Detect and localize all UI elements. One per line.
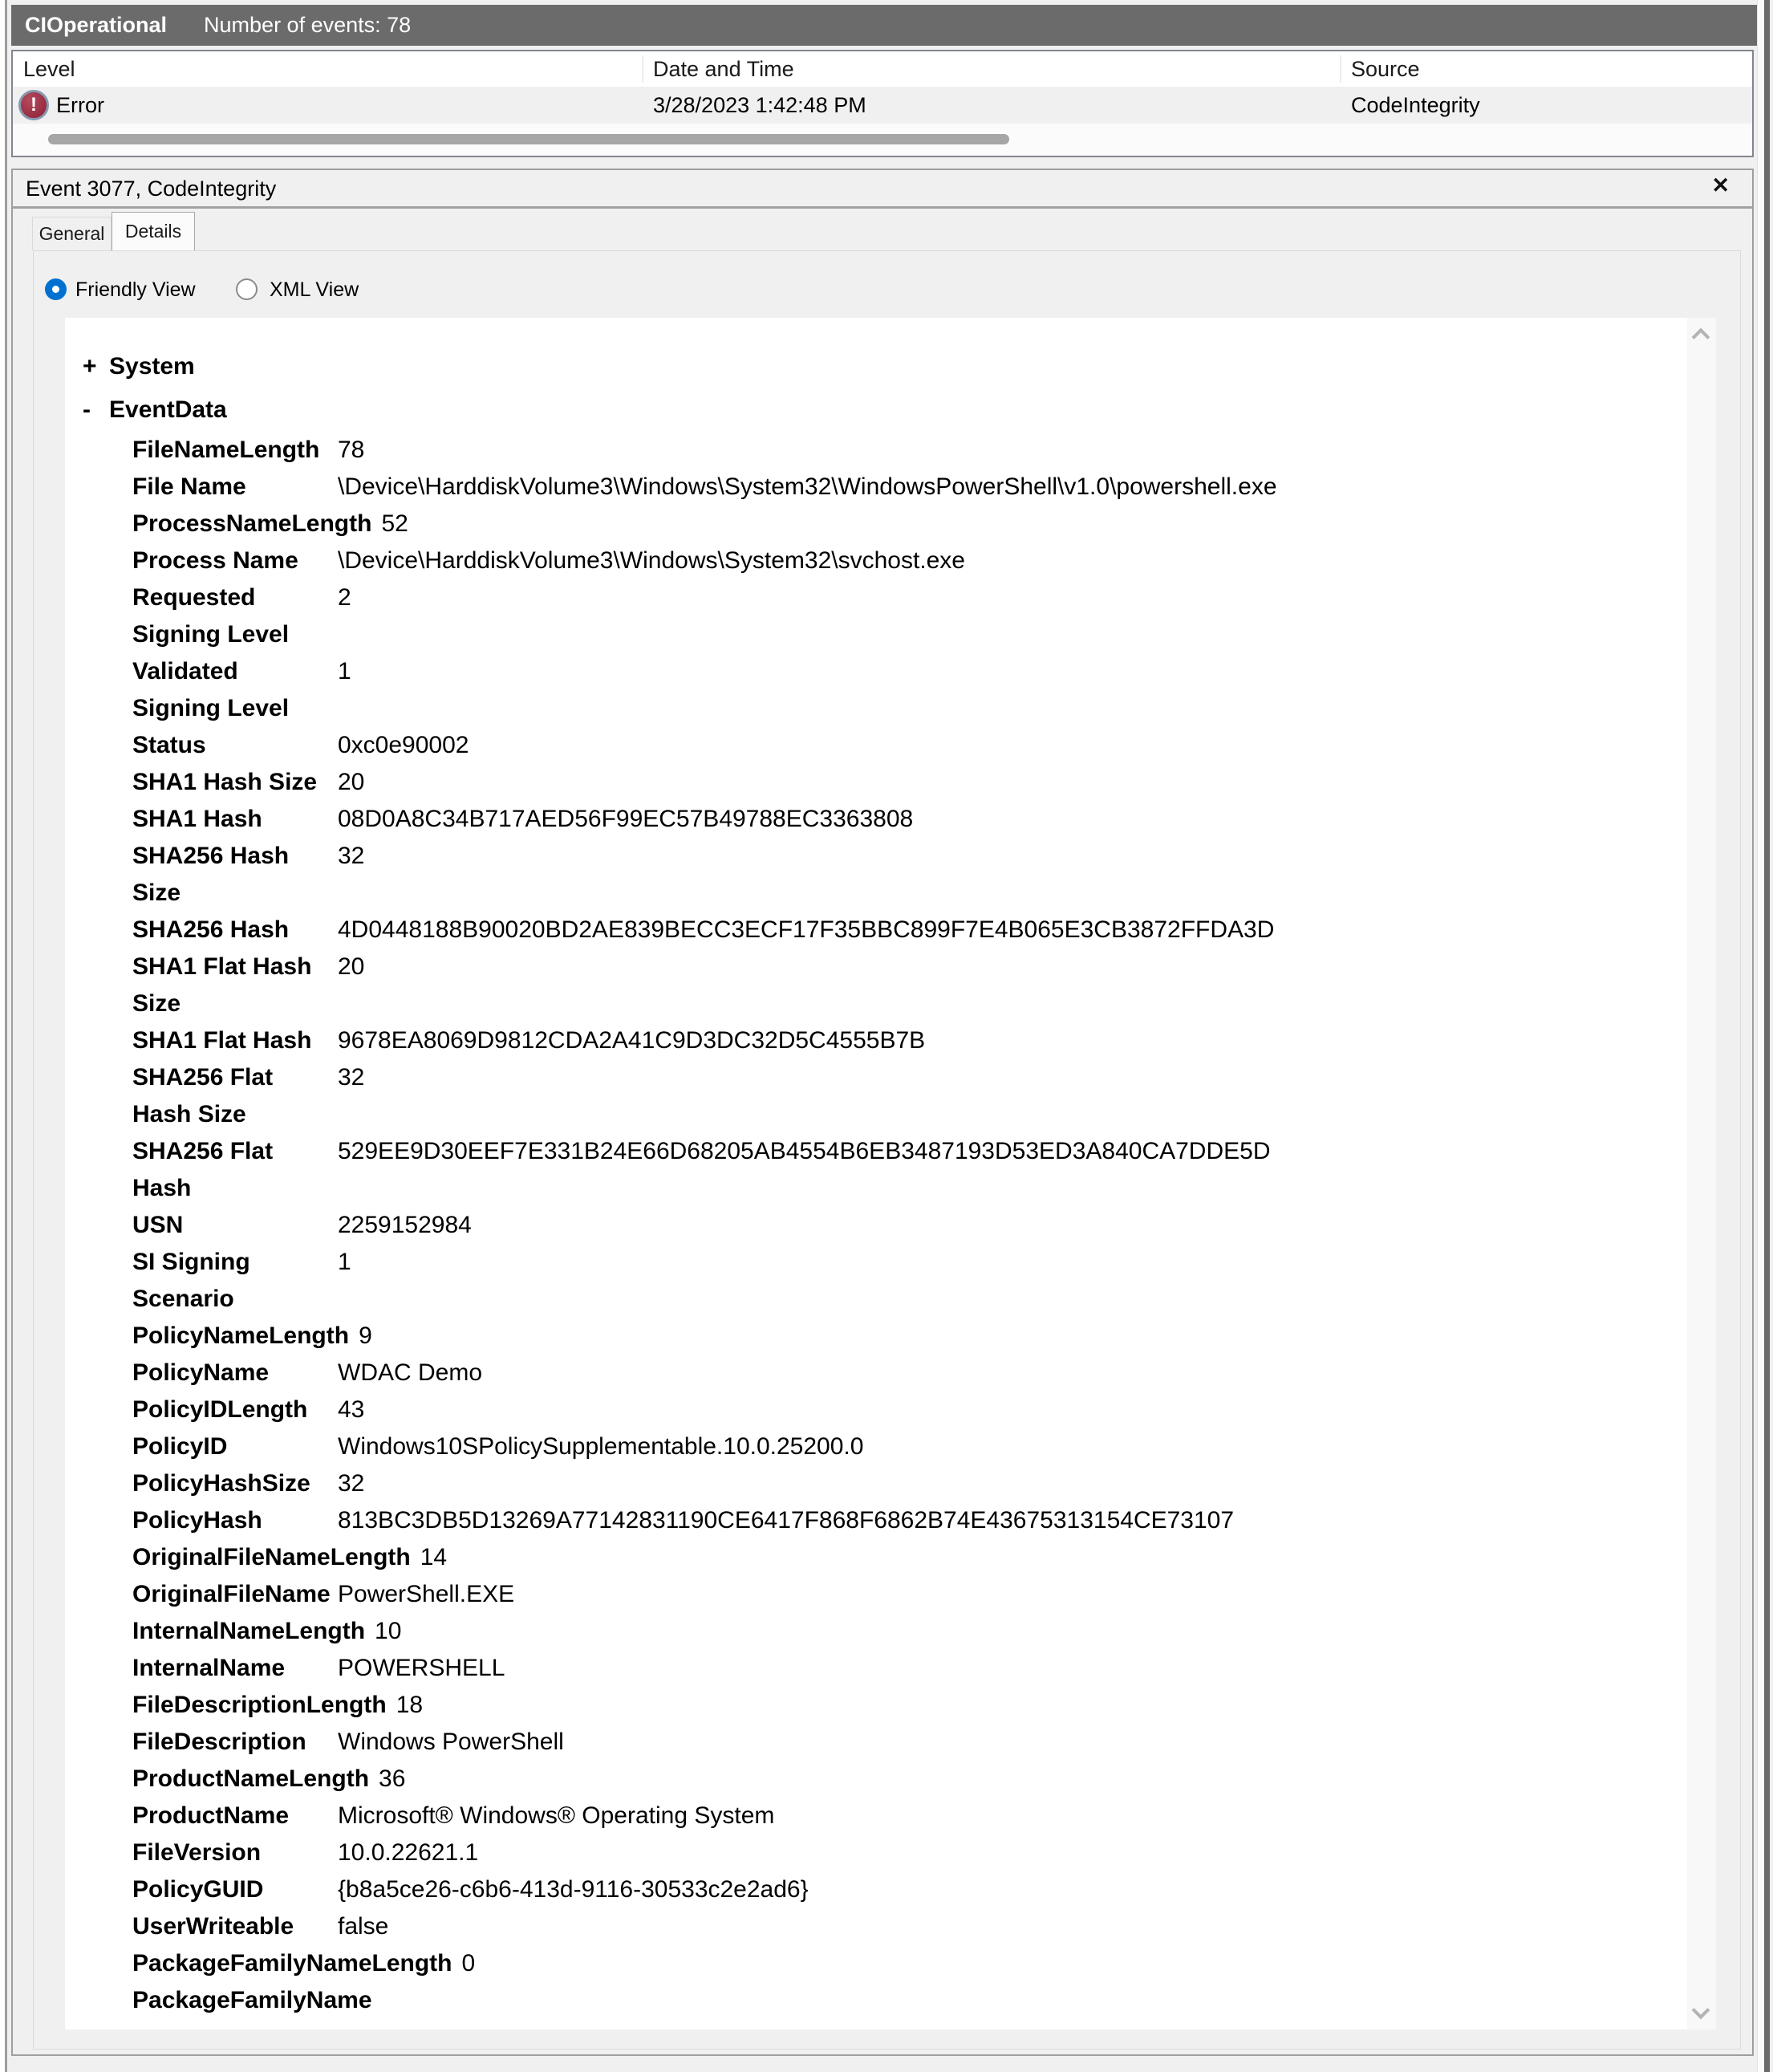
tree-row	[83, 1650, 1684, 1687]
pane-splitter[interactable]	[5, 0, 7, 2072]
tree-key: SHA256 Flat Hash	[132, 1138, 274, 1201]
tab-general[interactable]: General	[32, 217, 112, 250]
tree-value: 20	[338, 953, 365, 980]
tree-key: PolicyHashSize	[132, 1470, 310, 1497]
tree-row	[83, 542, 1684, 579]
tree-key: PolicyGUID	[132, 1876, 264, 1903]
tree-key: OriginalFileNameLength	[132, 1544, 411, 1570]
tree-row	[83, 1133, 1684, 1207]
panel-divider	[13, 206, 1752, 209]
tree-value: 1	[338, 658, 351, 685]
window-edge-right-bar	[1764, 0, 1770, 2072]
tree-key: USN	[132, 1212, 184, 1238]
event-details-panel	[11, 169, 1754, 2056]
tree-value: \Device\HarddiskVolume3\Windows\System32\svchost.exe	[338, 547, 965, 574]
tree-value: POWERSHELL	[338, 1655, 505, 1681]
tree-toggle-icon[interactable]: -	[83, 396, 91, 423]
events-count: Number of events: 78	[204, 13, 412, 37]
tree-group-label[interactable]: System	[109, 353, 195, 380]
friendly-view-label[interactable]: Friendly View	[75, 278, 196, 301]
tree-key: SHA256 Hash Size	[132, 843, 290, 906]
tree-value: 2259152984	[338, 1212, 472, 1238]
tab-details[interactable]: Details	[112, 212, 195, 250]
tree-value: 9	[359, 1322, 372, 1349]
tree-key: Validated Signing Level	[132, 658, 290, 721]
tree-row	[83, 1945, 1684, 1982]
tree-key: FileDescription	[132, 1729, 306, 1755]
tree-row	[83, 579, 1684, 653]
tree-key: PolicyName	[132, 1359, 270, 1386]
tree-toggle-icon[interactable]: +	[83, 353, 97, 380]
tree-row	[83, 1687, 1684, 1724]
tree-key: FileDescriptionLength	[132, 1692, 387, 1718]
tree-row	[83, 1724, 1684, 1761]
event-panel-header	[13, 170, 1752, 206]
events-table	[11, 50, 1754, 157]
tree-row	[83, 1244, 1684, 1318]
tree-group-row	[83, 345, 1684, 388]
window-edge-right	[1757, 0, 1764, 2072]
tree-value: 36	[379, 1765, 406, 1792]
friendly-view-content	[65, 318, 1716, 2029]
error-icon: !	[18, 90, 49, 120]
tree-value: 14	[420, 1544, 448, 1570]
tree-row	[83, 469, 1684, 506]
tree-row	[83, 1502, 1684, 1539]
tree-key: SHA1 Flat Hash Size	[132, 953, 312, 1017]
tree-value: 10	[375, 1618, 402, 1644]
tree-row	[83, 1908, 1684, 1945]
tree-row	[83, 1761, 1684, 1798]
column-header-level[interactable]: Level	[23, 57, 75, 81]
tree-value: PowerShell.EXE	[338, 1581, 515, 1607]
column-divider[interactable]	[642, 55, 643, 83]
log-titlebar	[11, 5, 1757, 46]
xml-view-label[interactable]: XML View	[270, 278, 359, 301]
horizontal-scrollbar-thumb[interactable]	[48, 134, 1009, 144]
tree-row	[83, 1391, 1684, 1428]
friendly-view-radio[interactable]	[45, 278, 67, 300]
tree-value: false	[338, 1913, 389, 1940]
tree-value: Windows10SPolicySupplementable.10.0.25200.0	[338, 1433, 864, 1460]
tree-key: OriginalFileName	[132, 1581, 331, 1607]
log-title: CIOperational	[25, 13, 168, 37]
scroll-down-icon[interactable]	[1692, 2001, 1710, 2020]
column-divider[interactable]	[1340, 55, 1341, 83]
tree-key: SHA256 Hash	[132, 916, 290, 943]
tree-key: ProcessNameLength	[132, 510, 372, 537]
tree-value: 10.0.22621.1	[338, 1839, 479, 1866]
tree-key: ProductName	[132, 1802, 290, 1829]
tree-value: 1	[338, 1249, 351, 1275]
tree	[65, 318, 1684, 2019]
tree-key: PackageFamilyName	[132, 1987, 372, 2013]
tree-key: ProductNameLength	[132, 1765, 370, 1792]
tree-key: PolicyHash	[132, 1507, 262, 1534]
tree-row	[83, 727, 1684, 764]
tree-key: SI Signing Scenario	[132, 1249, 250, 1312]
tree-value: 32	[338, 1470, 365, 1497]
tree-value: 20	[338, 769, 365, 795]
tree-row	[83, 1539, 1684, 1576]
tree-key: InternalNameLength	[132, 1618, 366, 1644]
details-tab-pane	[33, 250, 1741, 2050]
tree-row	[83, 1059, 1684, 1133]
tree-key: InternalName	[132, 1655, 286, 1681]
tree-key: SHA1 Flat Hash	[132, 1027, 312, 1054]
tree-value: 32	[338, 843, 365, 869]
tree-row	[83, 1428, 1684, 1465]
close-icon[interactable]: ✕	[1711, 173, 1730, 197]
tree-row	[83, 1982, 1684, 2019]
tree-group-row	[83, 388, 1684, 432]
tree-value: 0	[461, 1950, 476, 1977]
event-date-time: 3/28/2023 1:42:48 PM	[653, 93, 866, 117]
tree-row	[83, 1798, 1684, 1834]
tree-row	[83, 653, 1684, 727]
tree-row	[83, 801, 1684, 838]
column-header-source[interactable]: Source	[1351, 57, 1420, 81]
tree-row	[83, 764, 1684, 801]
tree-value: \Device\HarddiskVolume3\Windows\System32\WindowsPowerShell\v1.0\powershell.exe	[338, 473, 1277, 500]
tree-row	[83, 1207, 1684, 1244]
tree-row	[83, 1576, 1684, 1613]
tree-key: Requested Signing Level	[132, 584, 290, 648]
tree-key: PolicyIDLength	[132, 1396, 308, 1423]
tree-key: SHA1 Hash	[132, 806, 262, 832]
tree-value: 9678EA8069D9812CDA2A41C9D3DC32D5C4555B7B	[338, 1027, 926, 1054]
tree-key: File Name	[132, 473, 246, 500]
tree-value: 52	[381, 510, 408, 537]
tree-key: SHA256 Flat Hash Size	[132, 1064, 274, 1127]
tree-row	[83, 432, 1684, 469]
tree-value: 0xc0e90002	[338, 732, 469, 758]
tree-value: 4D0448188B90020BD2AE839BECC3ECF17F35BBC899F7E4B065E3CB3872FFDA3D	[338, 916, 1275, 943]
tree-value: {b8a5ce26-c6b6-413d-9116-30533c2e2ad6}	[338, 1876, 809, 1903]
event-level: Error	[56, 93, 104, 117]
tree-row	[83, 1022, 1684, 1059]
scroll-up-icon[interactable]	[1692, 328, 1710, 347]
tree-row	[83, 838, 1684, 912]
column-header-date[interactable]: Date and Time	[653, 57, 794, 81]
tree-value: 2	[338, 584, 351, 611]
tree-group-label[interactable]: EventData	[109, 396, 227, 423]
tree-key: UserWriteable	[132, 1913, 294, 1940]
tree-row	[83, 506, 1684, 542]
tree-row	[83, 1355, 1684, 1391]
vertical-scrollbar[interactable]	[1687, 318, 1716, 2029]
tree-row	[83, 1318, 1684, 1355]
tree-value: 813BC3DB5D13269A77142831190CE6417F868F6862B74E43675313154CE73107	[338, 1507, 1235, 1534]
tree-row	[83, 1871, 1684, 1908]
tree-key: Status	[132, 732, 206, 758]
tree-value: 18	[396, 1692, 424, 1718]
event-panel-title: Event 3077, CodeIntegrity	[26, 177, 277, 201]
tree-row	[83, 1613, 1684, 1650]
tree-value: 32	[338, 1064, 365, 1091]
tree-row	[83, 1834, 1684, 1871]
tree-row	[83, 1465, 1684, 1502]
tree-key: SHA1 Hash Size	[132, 769, 318, 795]
tree-value: 08D0A8C34B717AED56F99EC57B49788EC3363808	[338, 806, 914, 832]
tree-value: 43	[338, 1396, 365, 1423]
tree-value: Windows PowerShell	[338, 1729, 564, 1755]
event-row[interactable]	[13, 87, 1752, 124]
tree-key: PolicyID	[132, 1433, 228, 1460]
tree-key: FileNameLength	[132, 437, 320, 463]
events-table-header	[13, 51, 1752, 87]
xml-view-radio[interactable]	[236, 278, 258, 300]
tree-row	[83, 912, 1684, 949]
tree-value: WDAC Demo	[338, 1359, 483, 1386]
tree-row	[83, 949, 1684, 1022]
tree-key: FileVersion	[132, 1839, 262, 1866]
event-source: CodeIntegrity	[1351, 93, 1480, 117]
tree-key: Process Name	[132, 547, 298, 574]
tree-value: 529EE9D30EEF7E331B24E66D68205AB4554B6EB3487193D53ED3A840CA7DDE5D	[338, 1138, 1271, 1164]
horizontal-scrollbar[interactable]	[13, 124, 1752, 156]
tree-key: PackageFamilyNameLength	[132, 1950, 452, 1977]
tree-key: PolicyNameLength	[132, 1322, 350, 1349]
tree-value: 78	[338, 437, 365, 463]
tree-value: Microsoft® Windows® Operating System	[338, 1802, 775, 1829]
